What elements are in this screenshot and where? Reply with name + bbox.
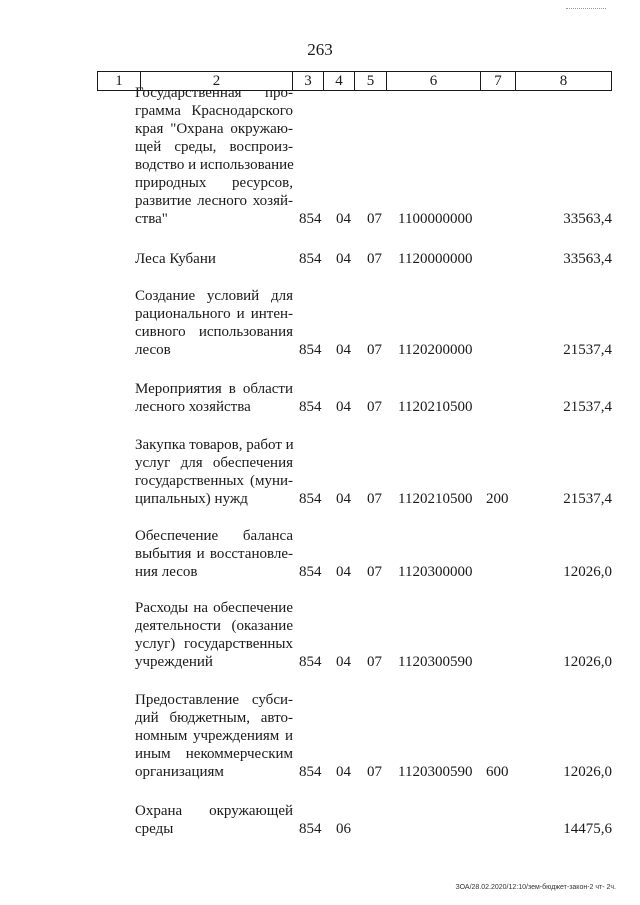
row-name-line: лесов bbox=[135, 342, 171, 358]
row-col-8: 33563,4 bbox=[563, 251, 612, 267]
row-col-6: 1100000000 bbox=[398, 211, 473, 227]
row-col-7: 600 bbox=[486, 764, 509, 780]
row-name bbox=[135, 380, 293, 416]
row-name-line: дий бюджетным, авто- bbox=[135, 710, 293, 726]
row-col-4: 04 bbox=[336, 251, 351, 267]
row-col-3: 854 bbox=[299, 251, 322, 267]
header-col-6: 6 bbox=[386, 72, 480, 90]
row-name-line: услуг) государственных bbox=[135, 636, 293, 652]
header-col-3: 3 bbox=[292, 72, 323, 90]
row-name bbox=[135, 599, 293, 671]
header-col-7: 7 bbox=[480, 72, 515, 90]
row-col-3: 854 bbox=[299, 399, 322, 415]
header-col-8: 8 bbox=[515, 72, 611, 90]
table-row bbox=[0, 84, 640, 228]
row-col-6: 1120300590 bbox=[398, 764, 473, 780]
row-col-5: 07 bbox=[367, 251, 382, 267]
row-col-4: 04 bbox=[336, 342, 351, 358]
row-col-4: 04 bbox=[336, 564, 351, 580]
table-row bbox=[0, 527, 640, 581]
row-name-line: среды bbox=[135, 821, 174, 837]
row-col-8: 12026,0 bbox=[563, 654, 612, 670]
row-col-6: 1120200000 bbox=[398, 342, 473, 358]
table-row bbox=[0, 436, 640, 508]
row-name-line: Закупка товаров, работ и bbox=[135, 437, 294, 453]
row-name-line: Охрана окружающей bbox=[135, 803, 293, 819]
row-col-5: 07 bbox=[367, 491, 382, 507]
row-col-4: 04 bbox=[336, 399, 351, 415]
row-col-5: 07 bbox=[367, 342, 382, 358]
table-row bbox=[0, 380, 640, 416]
row-col-5: 07 bbox=[367, 764, 382, 780]
row-name-line: ципальных) нужд bbox=[135, 491, 248, 507]
row-name bbox=[135, 287, 293, 359]
row-name-line: ния лесов bbox=[135, 564, 198, 580]
row-name-line: лесного хозяйства bbox=[135, 399, 251, 415]
row-col-4: 04 bbox=[336, 211, 351, 227]
row-name-line: развитие лесного хозяй- bbox=[135, 193, 293, 209]
row-name-line: Создание условий для bbox=[135, 288, 293, 304]
row-name-line: деятельности (оказание bbox=[135, 618, 293, 634]
row-name-line: края "Охрана окружаю- bbox=[135, 121, 293, 137]
row-name-line: Леса Кубани bbox=[135, 251, 216, 267]
row-name-line: ства" bbox=[135, 211, 168, 227]
row-col-3: 854 bbox=[299, 821, 322, 837]
row-name-line: услуг для обеспечения bbox=[135, 455, 293, 471]
row-col-5: 07 bbox=[367, 399, 382, 415]
row-name-line: организациям bbox=[135, 764, 224, 780]
row-name-line: Расходы на обеспечение bbox=[135, 600, 293, 616]
row-col-3: 854 bbox=[299, 342, 322, 358]
table-row bbox=[0, 691, 640, 781]
row-name-line: водство и использование bbox=[135, 157, 294, 173]
header-col-1: 1 bbox=[115, 73, 123, 89]
header-col-5: 5 bbox=[354, 72, 386, 90]
row-name-line: иным некоммерческим bbox=[135, 746, 293, 762]
page-number: 263 bbox=[307, 40, 333, 59]
corner-mark bbox=[566, 8, 606, 9]
row-col-5: 07 bbox=[367, 564, 382, 580]
row-col-5: 07 bbox=[367, 654, 382, 670]
row-col-3: 854 bbox=[299, 654, 322, 670]
row-col-4: 04 bbox=[336, 654, 351, 670]
row-name-line: природных ресурсов, bbox=[135, 175, 293, 191]
table-row bbox=[0, 802, 640, 838]
table-row bbox=[0, 287, 640, 359]
row-col-6: 1120300000 bbox=[398, 564, 473, 580]
row-col-7: 200 bbox=[486, 491, 509, 507]
table-row bbox=[0, 250, 640, 268]
row-col-8: 33563,4 bbox=[563, 211, 612, 227]
row-col-4: 04 bbox=[336, 764, 351, 780]
row-col-8: 12026,0 bbox=[563, 564, 612, 580]
row-name bbox=[135, 250, 293, 268]
row-col-3: 854 bbox=[299, 211, 322, 227]
row-col-6: 1120300590 bbox=[398, 654, 473, 670]
row-name-line: Предоставление субси- bbox=[135, 692, 293, 708]
row-name bbox=[135, 84, 293, 228]
row-name-line: рационального и интен- bbox=[135, 306, 293, 322]
row-name bbox=[135, 436, 293, 508]
row-name-line: Мероприятия в области bbox=[135, 381, 293, 397]
header-col-2: 2 bbox=[140, 72, 292, 90]
row-name bbox=[135, 802, 293, 838]
row-col-4: 04 bbox=[336, 491, 351, 507]
row-name-line: Государственная про- bbox=[135, 85, 293, 101]
row-col-3: 854 bbox=[299, 764, 322, 780]
row-col-6: 1120210500 bbox=[398, 399, 473, 415]
row-col-8: 12026,0 bbox=[563, 764, 612, 780]
row-col-5: 07 bbox=[367, 211, 382, 227]
row-name-line: щей среды, воспроиз- bbox=[135, 139, 293, 155]
row-col-4: 06 bbox=[336, 821, 351, 837]
row-col-8: 21537,4 bbox=[563, 491, 612, 507]
row-col-8: 14475,6 bbox=[563, 821, 612, 837]
row-name-line: учреждений bbox=[135, 654, 213, 670]
table-row bbox=[0, 599, 640, 671]
row-name-line: Обеспечение баланса bbox=[135, 528, 293, 544]
row-col-6: 1120000000 bbox=[398, 251, 473, 267]
row-name bbox=[135, 527, 293, 581]
row-name-line: грамма Краснодарского bbox=[135, 103, 293, 119]
row-col-3: 854 bbox=[299, 491, 322, 507]
row-name-line: государственных (муни- bbox=[135, 473, 293, 489]
row-name-line: сивного использования bbox=[135, 324, 293, 340]
row-name bbox=[135, 691, 293, 781]
footer-stamp: ЗОА/28.02.2020/12:10/зем-бюджет-закон-2 чт- 2ч. bbox=[455, 884, 616, 891]
row-col-8: 21537,4 bbox=[563, 342, 612, 358]
row-name-line: выбытия и восстановле- bbox=[135, 546, 293, 562]
row-col-8: 21537,4 bbox=[563, 399, 612, 415]
row-col-3: 854 bbox=[299, 564, 322, 580]
row-col-6: 1120210500 bbox=[398, 491, 473, 507]
header-col-4: 4 bbox=[323, 72, 354, 90]
row-name-line: номным учреждениям и bbox=[135, 728, 293, 744]
